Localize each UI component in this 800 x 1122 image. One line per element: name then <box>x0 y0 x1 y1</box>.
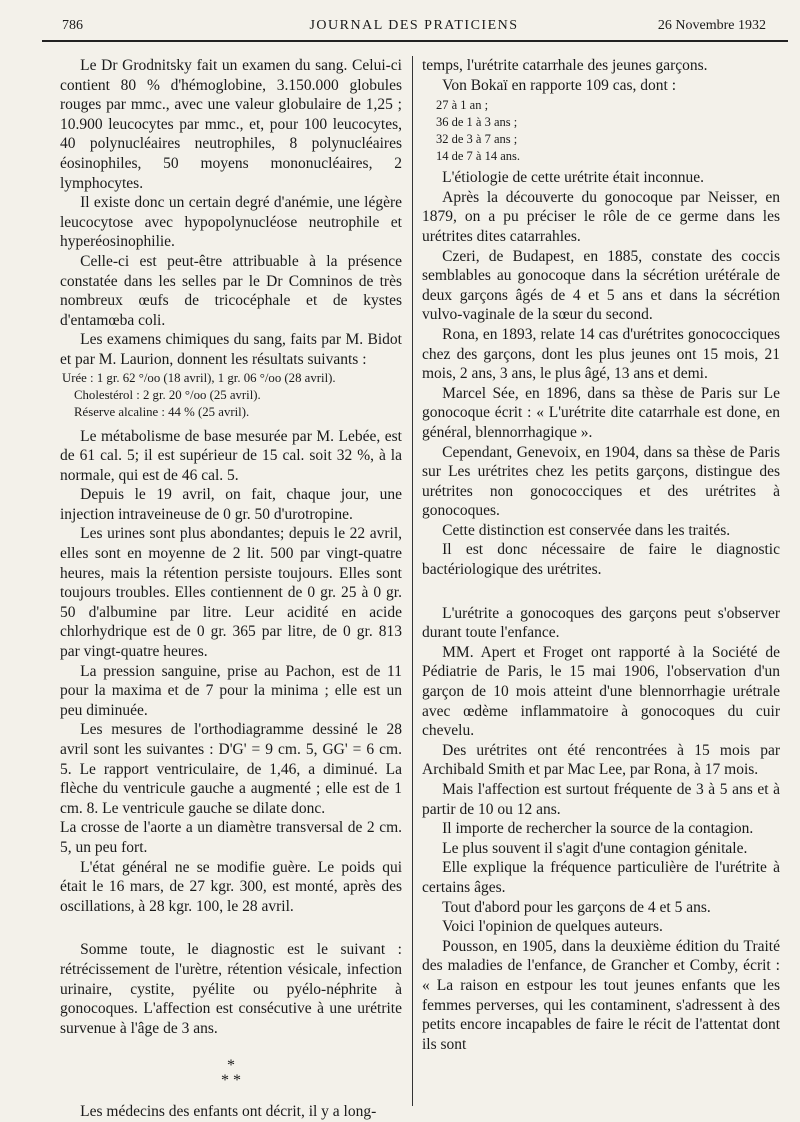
paragraph: Le métabolisme de base mesurée par M. Lebée, est de 61 cal. 5; il est supérieur de 15 cal. soit 32 %, à la normale, qui est de 46 cal. 5. <box>60 427 402 484</box>
list-item: 32 de 3 à 7 ans ; <box>436 132 518 147</box>
paragraph: Celle-ci est peut-être attribuable à la présence constatée dans les selles par le Dr Comninos de très nombreux œufs de tricocéphale et de kystes d'entamœba coli. <box>60 252 402 329</box>
page-header <box>62 18 766 38</box>
paragraph: L'étiologie de cette urétrite était inconnue. <box>442 169 705 187</box>
list-item: 36 de 1 à 3 ans ; <box>436 115 518 130</box>
paragraph: Rona, en 1893, relate 14 cas d'urétrites gonococciques chez des garçons, dont les plus jeunes ont 15 mois, 21 mois, 2 ans, 3 ans, le plus âgé, 13 ans et demi. <box>422 325 780 383</box>
paragraph: Les urines sont plus abondantes; depuis le 22 avril, elles sont en moyenne de 2 lit. 500 par vingt-quatre heures, mais la rétention persiste toujours. Elles sont toujours troubles. Elles contiennent de 0 gr. 25 à 0 gr. 50 d'albumine par litre. Leur acidité en acide chlorhydrique est de 0 gr. 365 par litre, de 0 gr. 813 par vingt-quatre heures. <box>60 525 402 661</box>
list-item: 14 de 7 à 14 ans. <box>436 149 521 164</box>
chem-result-cholesterol: Cholestérol : 2 gr. 20 °/oo (25 avril). <box>74 387 261 402</box>
paragraph: Voici l'opinion de quelques auteurs. <box>442 918 663 936</box>
list-item: 27 à 1 an ; <box>436 98 489 113</box>
paragraph: Tout d'abord pour les garçons de 4 et 5 ans. <box>442 898 711 916</box>
paragraph: Il est donc nécessaire de faire le diagnostic bactériologique des urétrites. <box>422 541 780 579</box>
page-number: 786 <box>62 18 83 33</box>
paragraph: Après la découverte du gonocoque par Neisser, en 1879, on a pu préciser le rôle de ce germe dans les urétrites dites catarrahles. <box>422 188 780 245</box>
age-list <box>422 97 780 165</box>
issue-date: 26 Novembre 1932 <box>657 18 766 33</box>
paragraph: MM. Apert et Froget ont rapporté à la Société de Pédiatrie de Paris, le 15 mai 1906, l'observation d'un garçon de 10 mois atteint d'une blennorrhagie urétrale avec œdème inflammatoire à gonocoques du cuir chevelu. <box>422 643 780 740</box>
paragraph: Cette distinction est conservée dans les traités. <box>442 521 731 539</box>
right-column <box>422 56 780 1099</box>
paragraph: Des urétrites ont été rencontrées à 15 mois par Archibald Smith et par Mac Lee, par Rona, à 17 mois. <box>422 741 780 779</box>
paragraph: Les mesures de l'orthodiagramme dessiné le 28 avril sont les suivantes : D'G' = 9 cm. 5, GG' = 6 cm. 5. Le rapport ventriculaire, de 1,46, a diminué. La flèche du ventricule gauche a augmenté ; elle est de 1 cm. 8. Le ventricule gauche se dilate donc. <box>60 721 402 817</box>
paragraph: Pousson, en 1905, dans la deuxième édition du Traité des maladies de l'enfance, de Grancher et Comby, écrit : « La raison en estpour les tout jeunes enfants que les femmes perverses, qui les contaminent, s'adressent à des petits encore incapables de faire le récit de l'attentat dont ils sont <box>422 937 780 1053</box>
paragraph: Cependant, Genevoix, en 1904, dans sa thèse de Paris sur Les urétrites chez les petits garçons, distingue des urétrites non gonococciques et des urétrites à gonocoques. <box>422 443 780 520</box>
paragraph: L'urétrite a gonocoques des garçons peut s'observer durant toute l'enfance. <box>422 604 780 642</box>
journal-title: JOURNAL DES PRATICIENS <box>309 18 519 33</box>
paragraph: La pression sanguine, prise au Pachon, est de 11 pour la maxima et de 7 pour la minima ; elle est un peu diminuée. <box>60 662 402 719</box>
left-column <box>60 56 402 1121</box>
header-rule <box>42 40 788 42</box>
paragraph: Le Dr Grodnitsky fait un examen du sang. Celui-ci contient 80 % d'hémoglobine, 3.150.000 globules rouges par mmc., avec une valeur globulaire de 1,25 ; 10.900 leucocytes par mmc., et, pour 100 leucocytes, 40 polynucléaires neutrophiles, 8 polynucléaires éosinophiles, 50 moyens mononucléaires, 2 lymphocytes. <box>60 57 402 192</box>
paragraph: Les examens chimiques du sang, faits par M. Bidot et par M. Laurion, donnent les résultats suivants : <box>60 331 402 368</box>
paragraph: Somme toute, le diagnostic est le suivant : rétrécissement de l'urètre, rétention vésicale, infection urinaire, cystite, pyélite ou pyélo-néphrite à gonocoques. L'affection est consécutive à une urétrite survenue à l'âge de 3 ans. <box>60 941 402 1037</box>
paragraph: L'état général ne se modifie guère. Le poids qui était le 16 mars, de 27 kgr. 300, est monté, après des oscillations, à 28 kgr. 100, le 28 avril. <box>60 858 402 915</box>
column-divider <box>412 56 413 1106</box>
paragraph: Von Bokaï en rapporte 109 cas, dont : <box>442 76 677 94</box>
paragraph: temps, l'urétrite catarrhale des jeunes garçons. <box>422 57 708 74</box>
paragraph: Il importe de rechercher la source de la contagion. <box>442 820 754 838</box>
paragraph: Depuis le 19 avril, on fait, chaque jour, une injection intraveineuse de 0 gr. 50 d'urotropine. <box>60 486 402 523</box>
paragraph: Les médecins des enfants ont décrit, il y a long- <box>80 1103 377 1121</box>
section-separator-asterism <box>60 1058 402 1088</box>
asterism-bottom: * * <box>221 1072 241 1090</box>
paragraph: Czeri, de Budapest, en 1885, constate des coccis semblables au gonocoque dans la sécrétion urétérale de deux garçons âgés de 4 et 5 ans et dans la sécrétion vulvo-vaginale de la sœur du second. <box>422 247 780 324</box>
paragraph: Marcel Sée, en 1896, dans sa thèse de Paris sur Le gonocoque écrit : « L'urétrite dite catarrhale est done, en général, blennorrhagique ». <box>422 384 780 441</box>
paragraph: Mais l'affection est surtout fréquente de 3 à 5 ans et à partir de 10 ou 12 ans. <box>422 781 780 818</box>
asterism-top: * <box>227 1057 235 1075</box>
chem-result-reserve: Réserve alcaline : 44 % (25 avril). <box>74 404 250 419</box>
chem-result-uree: Urée : 1 gr. 62 °/oo (18 avril), 1 gr. 06 °/oo (28 avril). <box>62 370 336 385</box>
paragraph: Le plus souvent il s'agit d'une contagion génitale. <box>442 839 748 857</box>
paragraph: La crosse de l'aorte a un diamètre transversal de 2 cm. 5, un peu fort. <box>60 819 402 856</box>
paragraph: Elle explique la fréquence particulière de l'urétrite à certains âges. <box>422 859 780 896</box>
paragraph: Il existe donc un certain degré d'anémie, une légère leucocytose avec hypopolynucléose neutrophile et hyperéosinophilie. <box>60 194 402 251</box>
